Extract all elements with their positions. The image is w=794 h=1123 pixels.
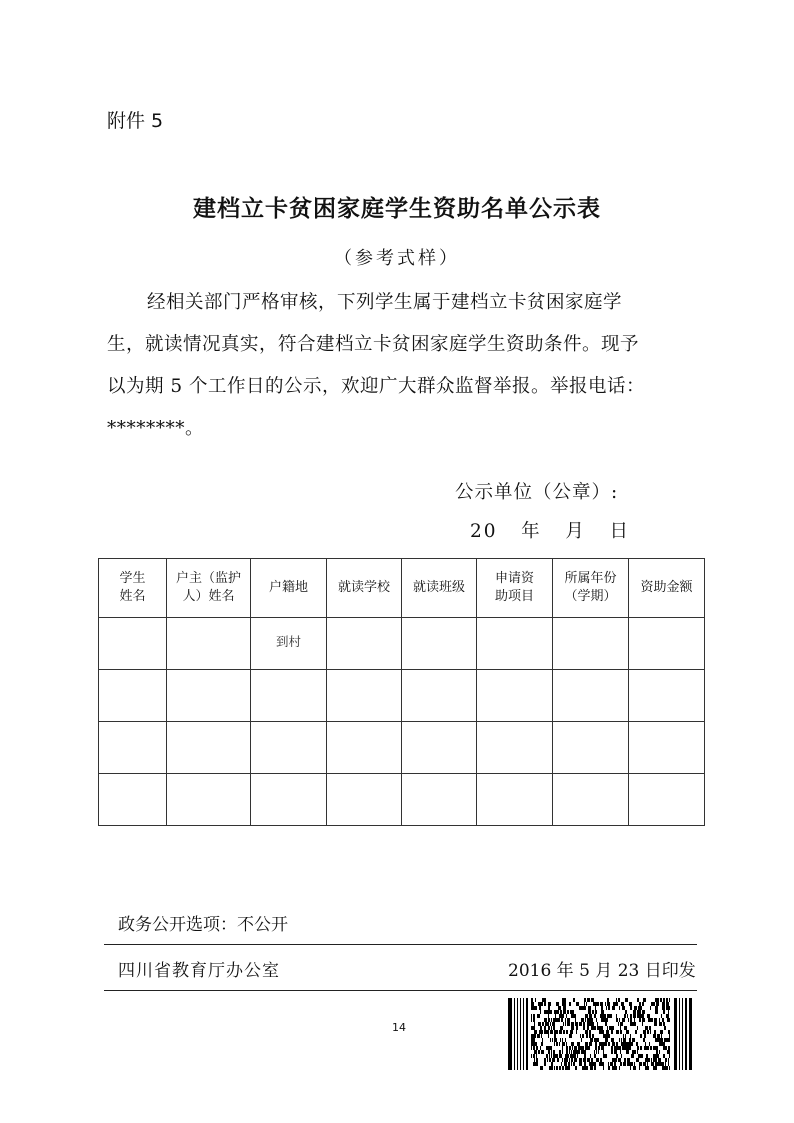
table-cell: [477, 774, 553, 826]
table-cell: [327, 722, 402, 774]
table-cell: [167, 722, 251, 774]
paragraph-line: 生，就读情况真实，符合建档立卡贫困家庭学生资助条件。现予: [107, 334, 640, 355]
issue-date: 2016 年 5 月 23 日印发: [508, 961, 696, 981]
header-aid-item: 申请资 助项目: [477, 559, 553, 618]
table-cell: [553, 722, 629, 774]
table-header-row: [99, 559, 705, 618]
table-cell: [553, 670, 629, 722]
table-cell: [629, 774, 705, 826]
table-cell: [327, 618, 402, 670]
publisher-line: 公示单位（公章）:: [455, 482, 619, 503]
funding-list-table: [98, 558, 705, 826]
table-row: [99, 774, 705, 826]
table-cell: [327, 670, 402, 722]
table-cell: [629, 618, 705, 670]
header-year-semester: 所属年份 （学期）: [553, 559, 629, 618]
table-cell: [99, 618, 167, 670]
table-cell: [477, 670, 553, 722]
table-row: [99, 618, 705, 670]
table-cell: [629, 670, 705, 722]
table-row: [99, 670, 705, 722]
page-number: 14: [392, 1021, 406, 1034]
table-cell: [167, 618, 251, 670]
header-household-registration: 户籍地: [251, 559, 327, 618]
header-student-name: 学生 姓名: [99, 559, 167, 618]
table-cell: [99, 774, 167, 826]
table-cell: [553, 774, 629, 826]
paragraph-line: 经相关部门严格审核，下列学生属于建档立卡贫困家庭学: [147, 292, 623, 313]
header-class: 就读班级: [402, 559, 477, 618]
document-title: 建档立卡贫困家庭学生资助名单公示表: [193, 195, 601, 222]
village-note: 到村: [275, 634, 301, 649]
footer-top-rule: [104, 944, 697, 945]
table-cell: [99, 722, 167, 774]
table-cell: [167, 774, 251, 826]
footer-bottom-rule: [104, 990, 697, 991]
table-cell: [402, 670, 477, 722]
table-cell: [477, 722, 553, 774]
issuing-office: 四川省教育厅办公室: [118, 961, 280, 981]
header-aid-amount: 资助金额: [629, 559, 705, 618]
table-cell: [402, 774, 477, 826]
table-row: [99, 722, 705, 774]
table-cell: [553, 618, 629, 670]
table-cell: [251, 670, 327, 722]
table-cell: [99, 670, 167, 722]
attachment-label: 附件 5: [107, 110, 164, 132]
table-cell: [167, 670, 251, 722]
disclosure-option: 政务公开选项：不公开: [118, 915, 288, 935]
table-cell: [629, 722, 705, 774]
table-cell: [251, 774, 327, 826]
table-cell: [402, 722, 477, 774]
document-subtitle: （参考式样）: [334, 248, 460, 269]
table-cell: [251, 618, 327, 670]
date-line: 20 年 月 日: [470, 521, 630, 542]
table-cell: [251, 722, 327, 774]
paragraph-line: ********。: [107, 418, 205, 439]
table-cell: [402, 618, 477, 670]
header-guardian-name: 户主（监护 人）姓名: [167, 559, 251, 618]
table-cell: [477, 618, 553, 670]
paragraph-line: 以为期 5 个工作日的公示，欢迎广大群众监督举报。举报电话：: [107, 376, 646, 397]
notice-paragraph: [107, 282, 699, 450]
table-cell: [327, 774, 402, 826]
header-school: 就读学校: [327, 559, 402, 618]
pdf417-barcode-icon: [508, 998, 692, 1070]
